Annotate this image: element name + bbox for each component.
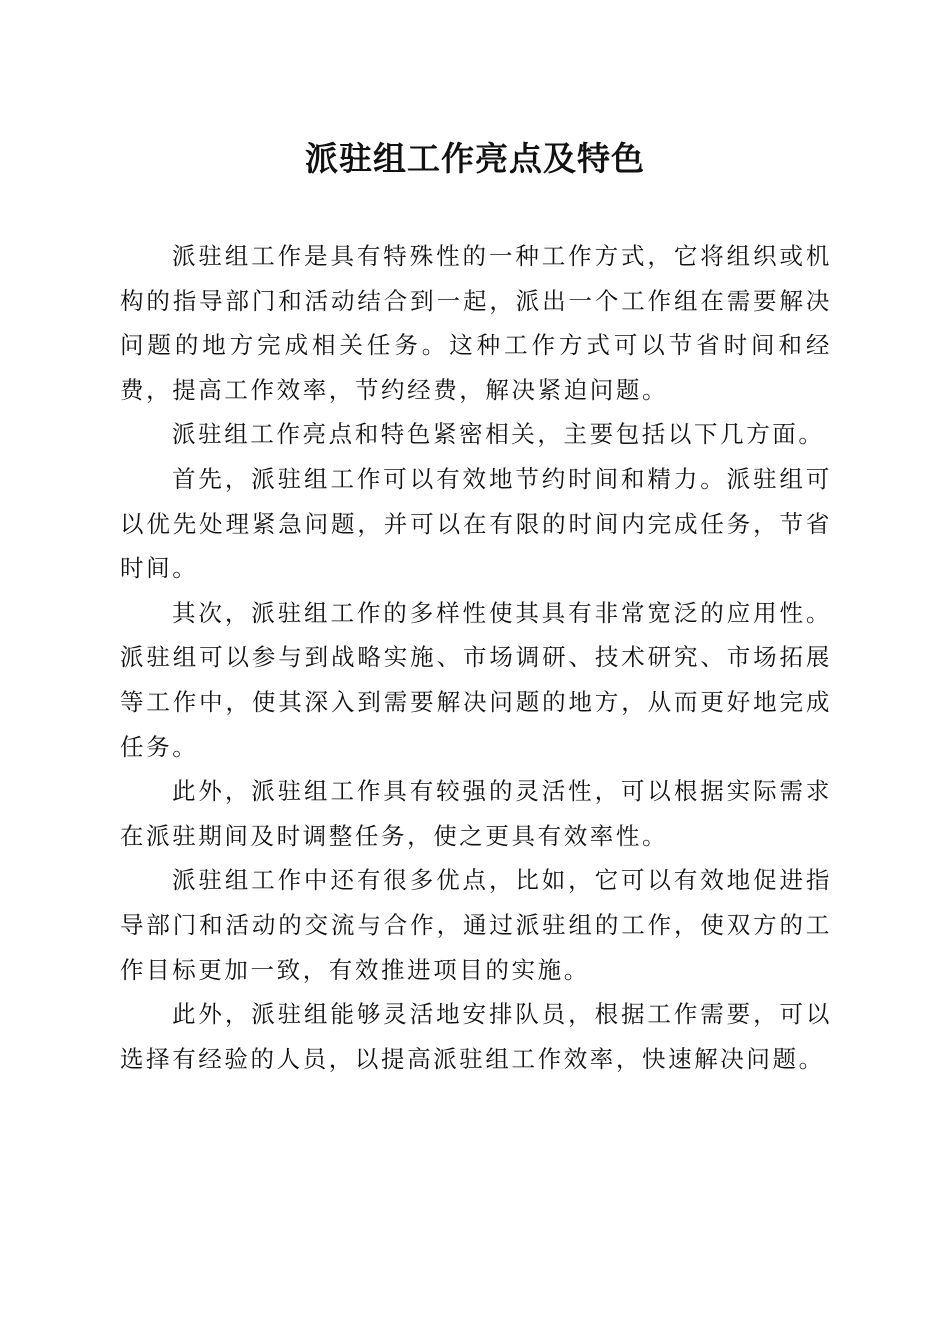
paragraph-advantages: 派驻组工作中还有很多优点，比如，它可以有效地促进指导部门和活动的交流与合作，通过派驻组的工作，使双方的工作目标更加一致，有效推进项目的实施。 <box>120 866 832 984</box>
paragraph-intro: 派驻组工作是具有特殊性的一种工作方式，它将组织或机构的指导部门和活动结合到一起，派出一个工作组在需要解决问题的地方完成相关任务。这种工作方式可以节省时间和经费，提高工作效率，节约经费，解决紧迫问题。 <box>120 242 832 404</box>
paragraph-overview: 派驻组工作亮点和特色紧密相关，主要包括以下几方面。 <box>172 420 825 449</box>
document-title: 派驻组工作亮点及特色 <box>305 139 645 178</box>
paragraph-first-point: 首先，派驻组工作可以有效地节约时间和精力。派驻组可以优先处理紧急问题，并可以在有限的时间内完成任务，节省时间。 <box>120 464 832 583</box>
paragraph-conclusion: 此外，派驻组能够灵活地安排队员，根据工作需要，可以选择有经验的人员，以提高派驻组工作效率，快速解决问题。 <box>120 1000 832 1073</box>
paragraph-third-point: 此外，派驻组工作具有较强的灵活性，可以根据实际需求在派驻期间及时调整任务，使之更具有效率性。 <box>120 777 832 850</box>
paragraph-second-point: 其次，派驻组工作的多样性使其具有非常宽泛的应用性。派驻组可以参与到战略实施、市场调研、技术研究、市场拓展等工作中，使其深入到需要解决问题的地方，从而更好地完成任务。 <box>120 598 832 761</box>
document-body <box>120 234 832 1081</box>
